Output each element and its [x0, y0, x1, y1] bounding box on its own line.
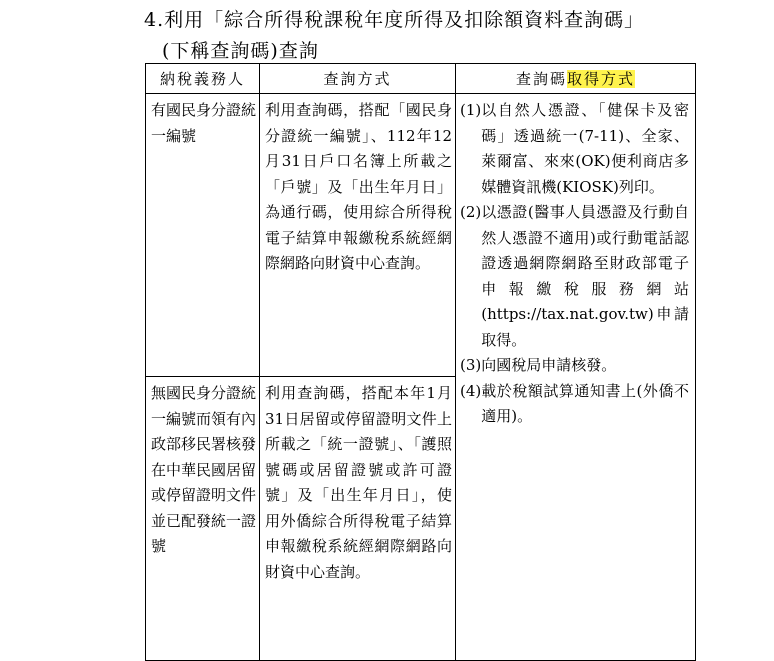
method-cell	[260, 94, 456, 377]
method-text: 利用查詢碼，搭配「國民身分證統一編號」、112年12月31日戶口名簿上所載之「戶號」及「出生年月日」為通行碼，使用綜合所得稅電子結算申報繳稅系統經網際網路向財資中心查詢。	[265, 101, 452, 272]
section-heading-line1: 4.利用「綜合所得稅課稅年度所得及扣除額資料查詢碼」	[144, 9, 645, 31]
header-code-prefix: 查詢碼	[515, 70, 567, 88]
query-code-table	[145, 63, 696, 661]
header-taxpayer: 納稅義務人	[146, 64, 260, 94]
list-item: (2) 以憑證(醫事人員憑證及行動自然人憑證不適用)或行動電話認證透過網際網路至財政部電子申報繳稅服務網站(https://tax.nat.gov.tw)申請取得。	[460, 203, 689, 349]
table-row	[146, 94, 696, 377]
taxpayer-cell	[146, 94, 260, 377]
list-item: (1) 以自然人憑證、「健保卡及密碼」透過統一(7-11)、全家、萊爾富、來來(OK)便利商店多媒體資訊機(KIOSK)列印。	[460, 101, 689, 196]
list-item: (4) 載於稅額試算通知書上(外僑不適用)。	[460, 381, 689, 425]
taxpayer-text: 無國民身分證統一編號而領有內政部移民署核發在中華民國居留或停留證明文件並已配發統一證號	[151, 384, 257, 555]
list-item: (3) 向國稅局申請核發。	[460, 356, 617, 374]
section-heading-line2: (下稱查詢碼)查詢	[162, 40, 319, 62]
taxpayer-cell	[146, 377, 260, 661]
taxpayer-text: 有國民身分證統一編號	[151, 101, 257, 145]
header-method: 查詢方式	[260, 64, 456, 94]
code-methods-cell	[456, 94, 696, 661]
method-text: 利用查詢碼，搭配本年1月31日居留或停留證明文件上所載之「統一證號」、「護照號碼或居留證號或許可證號」及「出生年月日」，使用外僑綜合所得稅電子結算申報繳稅系統經網際網路向財資中心查詢。	[265, 384, 452, 581]
table-header-row	[146, 64, 696, 94]
header-code-highlight: 取得方式	[567, 70, 636, 88]
header-code-acquisition	[456, 64, 696, 94]
method-cell	[260, 377, 456, 661]
